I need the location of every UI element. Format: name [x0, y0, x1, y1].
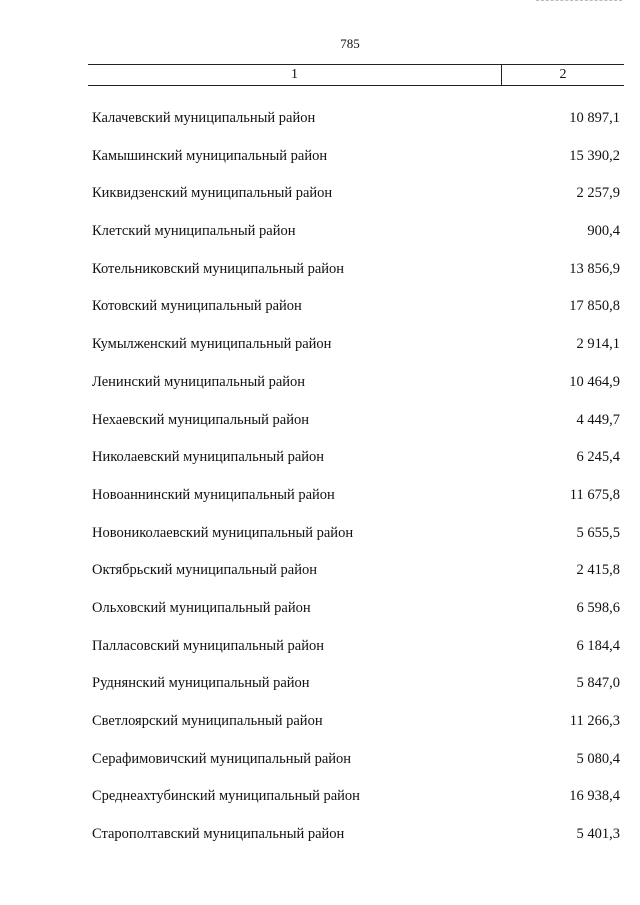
district-name: Октябрьский муниципальный район	[92, 562, 317, 579]
page-number: 785	[340, 36, 360, 51]
column-header-1: 1	[88, 65, 502, 85]
district-value: 13 856,9	[569, 260, 620, 277]
table-row	[92, 484, 620, 522]
district-name: Клетский муниципальный район	[92, 223, 296, 240]
table-row	[92, 823, 620, 861]
district-name: Новоаннинский муниципальный район	[92, 486, 335, 503]
district-value: 5 655,5	[576, 524, 620, 541]
table-header	[88, 64, 624, 86]
table-row	[92, 522, 620, 560]
district-name: Калачевский муниципальный район	[92, 110, 316, 126]
table-row	[92, 409, 620, 447]
district-value: 900,4	[587, 223, 620, 240]
table-row	[92, 559, 620, 597]
district-name: Нехаевский муниципальный район	[92, 411, 310, 428]
district-value: 15 390,2	[569, 147, 620, 164]
district-name: Руднянский муниципальный район	[92, 675, 310, 692]
district-name: Ленинский муниципальный район	[92, 373, 306, 390]
table-row	[92, 597, 620, 635]
district-value: 17 850,8	[569, 298, 620, 315]
district-value: 11 675,8	[569, 486, 620, 503]
district-name: Старополтавский муниципальный район	[92, 826, 345, 843]
district-name: Ольховский муниципальный район	[92, 599, 311, 616]
table-row	[92, 145, 620, 183]
table-row	[92, 710, 620, 748]
district-value: 6 598,6	[576, 599, 620, 616]
table-row	[92, 672, 620, 710]
district-value: 2 415,8	[576, 562, 620, 579]
district-value: 10 464,9	[569, 373, 620, 390]
table-row	[92, 333, 620, 371]
scan-edge-mark	[536, 0, 622, 4]
table-row	[92, 748, 620, 786]
column-header-2: 2	[559, 67, 567, 82]
district-value: 2 257,9	[576, 185, 620, 202]
district-value: 6 184,4	[576, 637, 620, 654]
district-value: 10 897,1	[569, 110, 620, 126]
district-name: Среднеахтубинский муниципальный район	[92, 788, 360, 805]
district-value: 16 938,4	[569, 788, 620, 805]
district-value: 5 080,4	[576, 750, 620, 767]
district-name: Камышинский муниципальный район	[92, 147, 328, 164]
district-name: Новониколаевский муниципальный район	[92, 524, 354, 541]
district-name: Николаевский муниципальный район	[92, 449, 325, 466]
district-value: 4 449,7	[576, 411, 620, 428]
district-name: Кумылженский муниципальный район	[92, 336, 332, 353]
district-name: Серафимовичский муниципальный район	[92, 750, 352, 767]
district-name: Котельниковский муниципальный район	[92, 260, 345, 277]
district-value: 11 266,3	[569, 713, 620, 729]
district-name: Котовский муниципальный район	[92, 298, 302, 315]
district-value: 5 847,0	[576, 675, 620, 692]
district-value: 2 914,1	[576, 336, 620, 353]
district-name: Киквидзенский муниципальный район	[92, 185, 333, 202]
table-row	[92, 107, 620, 145]
table-row	[92, 182, 620, 220]
table-body	[92, 107, 620, 861]
table-row	[92, 371, 620, 409]
district-name: Палласовский муниципальный район	[92, 637, 324, 654]
table-row	[92, 446, 620, 484]
table-row	[92, 220, 620, 258]
district-name: Светлоярский муниципальный район	[92, 713, 323, 729]
table-row	[92, 635, 620, 673]
table-row	[92, 785, 620, 823]
table-row	[92, 258, 620, 296]
district-value: 6 245,4	[576, 449, 620, 466]
district-value: 5 401,3	[576, 826, 620, 843]
table-row	[92, 295, 620, 333]
